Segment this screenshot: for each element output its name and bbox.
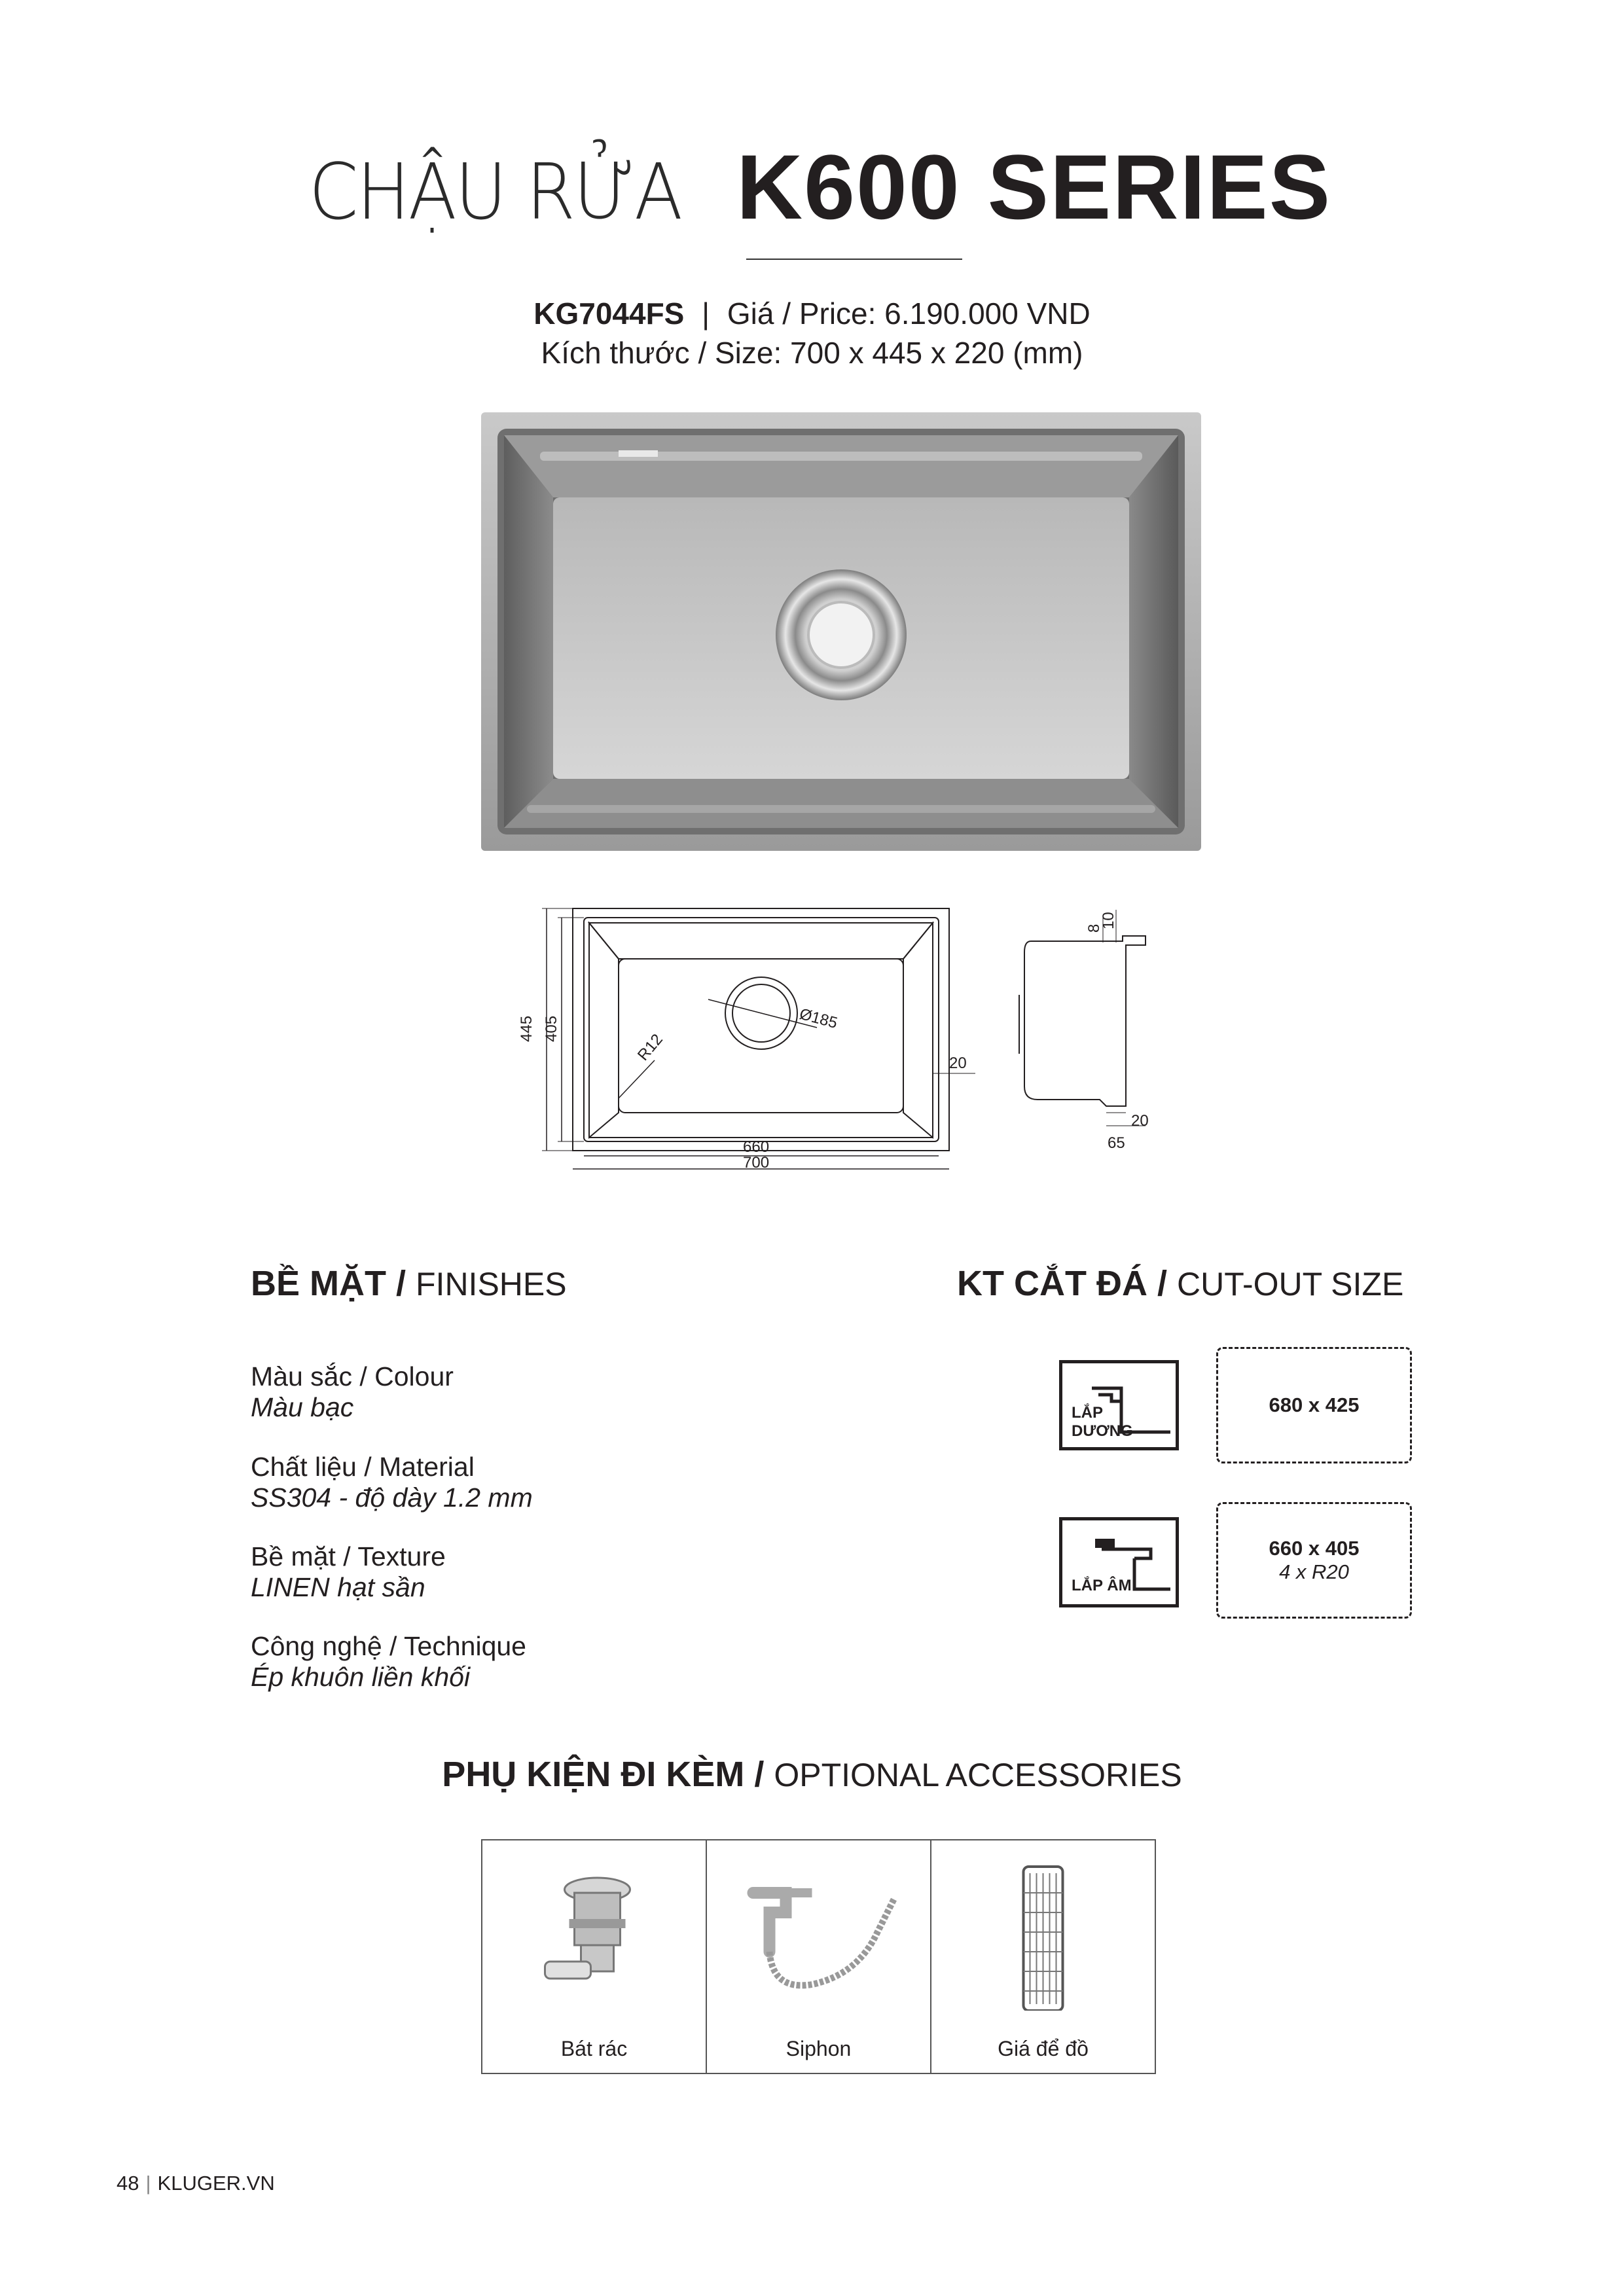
product-line (0, 296, 1624, 331)
title-bold: K600 SERIES (736, 135, 1332, 238)
spec-label: Màu sắc / Colour (251, 1361, 454, 1391)
spec-value: SS304 - độ dày 1.2 mm (251, 1482, 533, 1513)
sink-photo (481, 412, 1201, 851)
accessory-caption: Siphon (785, 2037, 852, 2060)
accessory-siphon (707, 1840, 931, 2073)
product-separator: | (702, 296, 710, 331)
spec-label: Chất liệu / Material (251, 1452, 475, 1482)
icon-label: LẮP ÂM (1072, 1577, 1132, 1594)
dim-depth-outer: 445 (518, 1015, 535, 1042)
footer-separator: | (145, 2172, 151, 2195)
cutout-radius-note: 4 x R20 (1279, 1560, 1349, 1583)
icon-label: LẮP DƯƠNG (1072, 1404, 1133, 1440)
side-view-drawing (1011, 890, 1162, 1172)
siphon-icon (707, 1854, 930, 2011)
dim-lip-8: 8 (1085, 924, 1103, 933)
dim-lip-10: 10 (1100, 912, 1117, 929)
accessory-caption: Giá để đồ (998, 2037, 1089, 2060)
spec-label: Công nghệ / Technique (251, 1631, 526, 1661)
dim-side-gap: 20 (949, 1054, 967, 1072)
spec-label: Bề mặt / Texture (251, 1541, 446, 1571)
accessories-heading: PHỤ KIỆN ĐI KÈM / OPTIONAL ACCESSORIES (442, 1755, 1182, 1794)
top-view-drawing (497, 890, 995, 1172)
cutout-size-value: 660 x 405 (1269, 1537, 1360, 1560)
spec-colour (251, 1361, 454, 1423)
cutout-size-undermount (1216, 1502, 1412, 1619)
surface-mount-icon (1059, 1360, 1179, 1450)
spec-value: Ép khuôn liền khối (251, 1662, 471, 1692)
accessory-rack (931, 1840, 1155, 2073)
dim-depth-inner: 405 (543, 1015, 560, 1042)
accessories-table (481, 1839, 1156, 2074)
dim-width-inner: 660 (743, 1138, 770, 1156)
page-number: 48 (117, 2172, 139, 2195)
spec-technique (251, 1631, 526, 1693)
cutout-size-value: 680 x 425 (1269, 1393, 1360, 1416)
cutout-heading: KT CẮT ĐÁ / CUT-OUT SIZE (957, 1264, 1404, 1303)
product-size: Kích thước / Size: 700 x 445 x 220 (mm) (541, 336, 1083, 370)
strainer-icon (482, 1854, 706, 2011)
dim-radius: R12 (634, 1030, 666, 1064)
product-code: KG7044FS (533, 296, 685, 331)
rack-icon (931, 1854, 1155, 2011)
title-light: CHẬU RỬA (308, 147, 681, 237)
accessory-caption: Bát rác (560, 2037, 628, 2060)
spec-value: LINEN hạt sần (251, 1572, 425, 1602)
page-footer (117, 2172, 275, 2195)
spec-texture (251, 1541, 446, 1603)
dim-drain: Ø185 (797, 1005, 840, 1032)
dim-side-65: 65 (1108, 1134, 1125, 1152)
cutout-size-surface (1216, 1347, 1412, 1463)
dim-side-20: 20 (1131, 1112, 1149, 1130)
accessory-strainer (482, 1840, 707, 2073)
dim-width-outer: 700 (743, 1154, 770, 1172)
spec-value: Màu bạc (251, 1392, 354, 1422)
product-price: Giá / Price: 6.190.000 VND (727, 296, 1091, 331)
spec-material (251, 1452, 533, 1513)
footer-site: KLUGER.VN (157, 2172, 275, 2195)
title-divider (746, 259, 962, 260)
finishes-heading: BỀ MẶT / FINISHES (251, 1264, 567, 1303)
undermount-icon (1059, 1517, 1179, 1607)
page-title (0, 134, 1624, 240)
